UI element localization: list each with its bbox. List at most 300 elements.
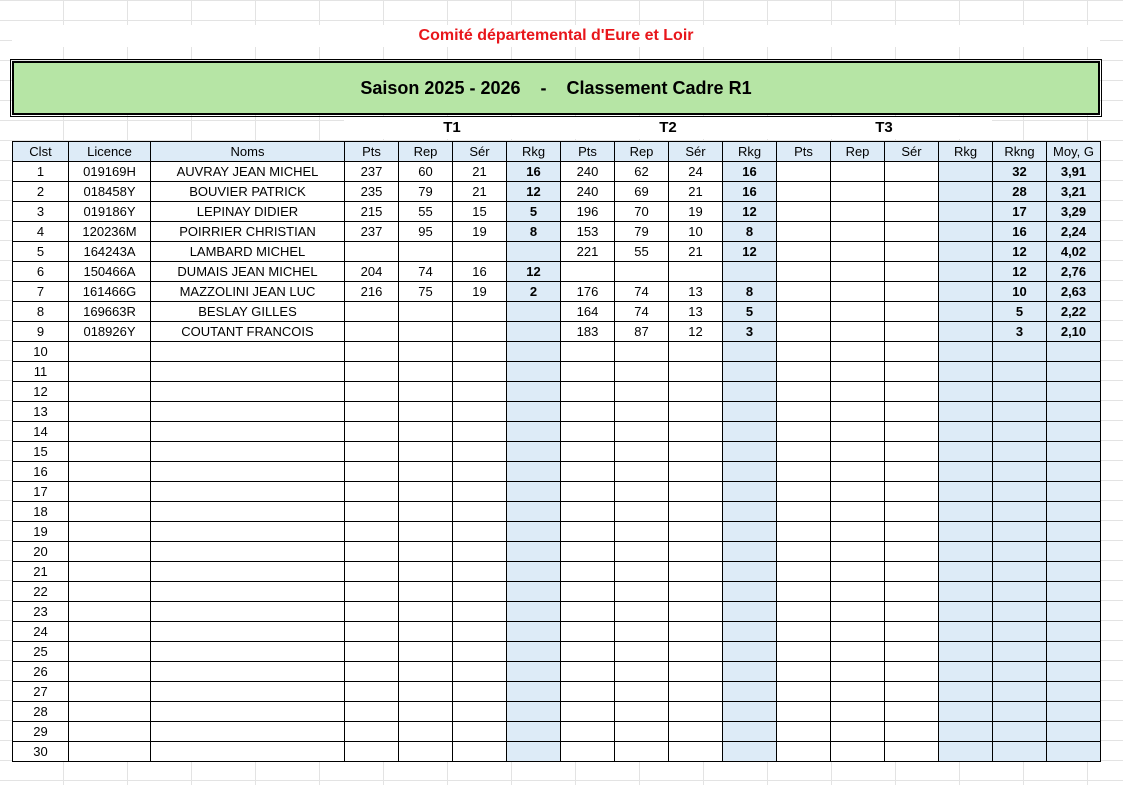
table-cell[interactable] [453, 662, 507, 682]
table-cell[interactable] [885, 542, 939, 562]
table-cell[interactable] [345, 482, 399, 502]
table-cell[interactable] [885, 322, 939, 342]
table-cell[interactable]: 3 [723, 322, 777, 342]
table-cell[interactable] [399, 722, 453, 742]
table-cell[interactable]: 183 [561, 322, 615, 342]
table-cell[interactable] [1047, 642, 1101, 662]
table-cell[interactable] [885, 662, 939, 682]
table-cell[interactable]: 13 [669, 282, 723, 302]
table-cell[interactable]: 74 [399, 262, 453, 282]
table-cell[interactable] [561, 622, 615, 642]
column-header[interactable]: Pts [561, 142, 615, 162]
table-cell[interactable] [723, 582, 777, 602]
table-cell[interactable]: 10 [993, 282, 1047, 302]
table-cell[interactable]: 20 [13, 542, 69, 562]
table-cell[interactable]: 164 [561, 302, 615, 322]
table-cell[interactable]: 12 [669, 322, 723, 342]
table-cell[interactable] [345, 342, 399, 362]
table-cell[interactable]: 79 [399, 182, 453, 202]
table-cell[interactable] [453, 722, 507, 742]
column-header[interactable]: Rep [831, 142, 885, 162]
table-cell[interactable]: 5 [723, 302, 777, 322]
table-cell[interactable] [1047, 602, 1101, 622]
table-cell[interactable] [561, 382, 615, 402]
table-cell[interactable]: 150466A [69, 262, 151, 282]
table-cell[interactable]: 161466G [69, 282, 151, 302]
table-cell[interactable]: 21 [669, 242, 723, 262]
table-cell[interactable] [453, 602, 507, 622]
table-cell[interactable] [885, 642, 939, 662]
table-cell[interactable] [615, 542, 669, 562]
table-cell[interactable] [561, 502, 615, 522]
table-cell[interactable]: 237 [345, 222, 399, 242]
table-cell[interactable] [507, 502, 561, 522]
table-cell[interactable] [615, 362, 669, 382]
table-cell[interactable] [561, 682, 615, 702]
table-cell[interactable]: 216 [345, 282, 399, 302]
table-cell[interactable] [345, 422, 399, 442]
table-cell[interactable]: 27 [13, 682, 69, 702]
table-cell[interactable] [669, 562, 723, 582]
table-cell[interactable] [669, 602, 723, 622]
table-cell[interactable] [453, 302, 507, 322]
table-cell[interactable]: 16 [723, 182, 777, 202]
table-cell[interactable] [151, 562, 345, 582]
table-cell[interactable] [831, 462, 885, 482]
table-cell[interactable]: MAZZOLINI JEAN LUC [151, 282, 345, 302]
table-cell[interactable]: 12 [723, 202, 777, 222]
table-cell[interactable]: 10 [13, 342, 69, 362]
table-cell[interactable] [723, 662, 777, 682]
table-cell[interactable] [1047, 562, 1101, 582]
table-cell[interactable] [69, 622, 151, 642]
table-cell[interactable] [669, 522, 723, 542]
table-cell[interactable] [939, 242, 993, 262]
table-cell[interactable] [507, 682, 561, 702]
table-cell[interactable] [453, 562, 507, 582]
table-cell[interactable] [399, 442, 453, 462]
table-cell[interactable] [345, 722, 399, 742]
table-cell[interactable] [831, 482, 885, 502]
table-cell[interactable] [885, 242, 939, 262]
table-cell[interactable] [993, 742, 1047, 762]
table-cell[interactable]: 62 [615, 162, 669, 182]
table-cell[interactable] [939, 742, 993, 762]
table-cell[interactable] [939, 642, 993, 662]
table-cell[interactable]: 7 [13, 282, 69, 302]
table-cell[interactable]: AUVRAY JEAN MICHEL [151, 162, 345, 182]
table-cell[interactable] [507, 322, 561, 342]
table-cell[interactable] [151, 462, 345, 482]
table-cell[interactable] [885, 282, 939, 302]
table-cell[interactable]: 12 [993, 242, 1047, 262]
table-cell[interactable] [669, 362, 723, 382]
table-cell[interactable] [151, 662, 345, 682]
table-cell[interactable]: 8 [13, 302, 69, 322]
table-cell[interactable] [885, 522, 939, 542]
table-cell[interactable] [615, 582, 669, 602]
table-cell[interactable] [69, 522, 151, 542]
table-cell[interactable] [885, 222, 939, 242]
table-cell[interactable] [1047, 462, 1101, 482]
table-cell[interactable] [453, 382, 507, 402]
table-cell[interactable] [939, 202, 993, 222]
table-cell[interactable] [69, 482, 151, 502]
table-cell[interactable] [831, 742, 885, 762]
table-cell[interactable] [1047, 622, 1101, 642]
table-cell[interactable] [399, 582, 453, 602]
table-cell[interactable] [777, 562, 831, 582]
table-cell[interactable] [831, 282, 885, 302]
column-header[interactable]: Rkng [993, 142, 1047, 162]
column-header[interactable]: Sér [669, 142, 723, 162]
table-cell[interactable] [69, 362, 151, 382]
table-cell[interactable] [777, 422, 831, 442]
table-cell[interactable] [69, 342, 151, 362]
table-cell[interactable]: 018926Y [69, 322, 151, 342]
table-cell[interactable] [939, 182, 993, 202]
table-cell[interactable] [1047, 702, 1101, 722]
table-cell[interactable] [399, 702, 453, 722]
table-cell[interactable]: 95 [399, 222, 453, 242]
table-cell[interactable]: 3 [13, 202, 69, 222]
table-cell[interactable]: 18 [13, 502, 69, 522]
table-cell[interactable] [507, 522, 561, 542]
table-cell[interactable] [669, 502, 723, 522]
table-cell[interactable] [777, 722, 831, 742]
table-cell[interactable]: 24 [669, 162, 723, 182]
table-cell[interactable] [69, 562, 151, 582]
table-cell[interactable] [399, 622, 453, 642]
table-cell[interactable] [939, 222, 993, 242]
table-cell[interactable] [669, 682, 723, 702]
table-cell[interactable]: 240 [561, 162, 615, 182]
table-cell[interactable] [669, 542, 723, 562]
table-cell[interactable]: 21 [13, 562, 69, 582]
table-cell[interactable] [69, 462, 151, 482]
table-cell[interactable] [777, 502, 831, 522]
table-cell[interactable] [777, 662, 831, 682]
table-cell[interactable] [777, 522, 831, 542]
table-cell[interactable] [885, 682, 939, 702]
table-cell[interactable]: 2,10 [1047, 322, 1101, 342]
table-cell[interactable]: POIRRIER CHRISTIAN [151, 222, 345, 242]
table-cell[interactable] [453, 362, 507, 382]
table-cell[interactable] [69, 742, 151, 762]
table-cell[interactable] [831, 542, 885, 562]
table-cell[interactable] [831, 422, 885, 442]
table-cell[interactable] [561, 602, 615, 622]
table-cell[interactable] [399, 602, 453, 622]
table-cell[interactable] [939, 422, 993, 442]
table-cell[interactable]: 204 [345, 262, 399, 282]
table-cell[interactable] [69, 422, 151, 442]
table-cell[interactable] [939, 162, 993, 182]
table-cell[interactable] [939, 702, 993, 722]
table-cell[interactable]: 16 [13, 462, 69, 482]
table-cell[interactable] [399, 482, 453, 502]
table-cell[interactable] [507, 422, 561, 442]
table-cell[interactable] [151, 642, 345, 662]
table-cell[interactable] [69, 722, 151, 742]
table-cell[interactable] [777, 322, 831, 342]
table-cell[interactable] [939, 562, 993, 582]
table-cell[interactable]: 2,63 [1047, 282, 1101, 302]
column-header[interactable]: Sér [453, 142, 507, 162]
table-cell[interactable] [507, 482, 561, 502]
table-cell[interactable] [453, 682, 507, 702]
table-cell[interactable] [723, 682, 777, 702]
table-cell[interactable] [885, 442, 939, 462]
table-cell[interactable] [777, 262, 831, 282]
table-cell[interactable]: 74 [615, 302, 669, 322]
table-cell[interactable]: 87 [615, 322, 669, 342]
table-cell[interactable] [453, 522, 507, 542]
table-cell[interactable] [723, 502, 777, 522]
table-cell[interactable] [151, 722, 345, 742]
table-cell[interactable]: 2 [507, 282, 561, 302]
table-cell[interactable] [453, 542, 507, 562]
table-cell[interactable] [885, 562, 939, 582]
table-cell[interactable] [151, 702, 345, 722]
table-cell[interactable]: 17 [993, 202, 1047, 222]
table-cell[interactable] [993, 522, 1047, 542]
table-cell[interactable] [69, 442, 151, 462]
table-cell[interactable] [507, 662, 561, 682]
table-cell[interactable] [993, 402, 1047, 422]
table-cell[interactable] [723, 362, 777, 382]
table-cell[interactable] [939, 542, 993, 562]
table-cell[interactable] [453, 742, 507, 762]
table-cell[interactable]: 237 [345, 162, 399, 182]
table-cell[interactable] [561, 262, 615, 282]
table-cell[interactable] [939, 262, 993, 282]
table-cell[interactable] [1047, 482, 1101, 502]
table-cell[interactable]: 32 [993, 162, 1047, 182]
table-cell[interactable] [885, 362, 939, 382]
table-cell[interactable] [615, 642, 669, 662]
table-cell[interactable] [615, 722, 669, 742]
table-cell[interactable] [151, 502, 345, 522]
table-cell[interactable]: 16 [993, 222, 1047, 242]
table-cell[interactable] [777, 162, 831, 182]
table-cell[interactable] [831, 382, 885, 402]
table-cell[interactable]: 169663R [69, 302, 151, 322]
table-cell[interactable] [669, 582, 723, 602]
table-cell[interactable] [993, 382, 1047, 402]
table-cell[interactable] [561, 642, 615, 662]
table-cell[interactable]: 4 [13, 222, 69, 242]
table-cell[interactable] [615, 622, 669, 642]
table-cell[interactable] [69, 582, 151, 602]
table-cell[interactable]: 120236M [69, 222, 151, 242]
table-cell[interactable] [993, 442, 1047, 462]
table-cell[interactable] [561, 402, 615, 422]
table-cell[interactable] [561, 742, 615, 762]
table-cell[interactable] [777, 382, 831, 402]
table-cell[interactable] [777, 402, 831, 422]
table-cell[interactable] [669, 442, 723, 462]
table-cell[interactable] [831, 342, 885, 362]
table-cell[interactable] [399, 462, 453, 482]
table-cell[interactable] [399, 382, 453, 402]
table-cell[interactable] [993, 422, 1047, 442]
table-cell[interactable]: 28 [993, 182, 1047, 202]
table-cell[interactable] [69, 642, 151, 662]
table-cell[interactable] [831, 522, 885, 542]
table-cell[interactable]: 176 [561, 282, 615, 302]
table-cell[interactable] [669, 702, 723, 722]
table-cell[interactable] [939, 602, 993, 622]
table-cell[interactable] [615, 702, 669, 722]
table-cell[interactable] [615, 342, 669, 362]
table-cell[interactable] [399, 742, 453, 762]
table-cell[interactable] [993, 622, 1047, 642]
table-cell[interactable]: 11 [13, 362, 69, 382]
table-cell[interactable] [151, 602, 345, 622]
table-cell[interactable] [561, 702, 615, 722]
table-cell[interactable] [723, 742, 777, 762]
table-cell[interactable] [151, 422, 345, 442]
table-cell[interactable]: BOUVIER PATRICK [151, 182, 345, 202]
table-cell[interactable] [939, 442, 993, 462]
table-cell[interactable] [399, 562, 453, 582]
table-cell[interactable] [669, 382, 723, 402]
table-cell[interactable] [777, 182, 831, 202]
table-cell[interactable] [939, 482, 993, 502]
table-cell[interactable]: 23 [13, 602, 69, 622]
table-cell[interactable] [669, 422, 723, 442]
table-cell[interactable]: COUTANT FRANCOIS [151, 322, 345, 342]
table-cell[interactable] [777, 702, 831, 722]
table-cell[interactable] [939, 282, 993, 302]
table-cell[interactable] [885, 702, 939, 722]
table-cell[interactable]: 6 [13, 262, 69, 282]
table-cell[interactable] [453, 442, 507, 462]
table-cell[interactable] [69, 682, 151, 702]
table-cell[interactable]: 2,22 [1047, 302, 1101, 322]
table-cell[interactable] [669, 642, 723, 662]
table-cell[interactable] [561, 662, 615, 682]
table-cell[interactable] [345, 702, 399, 722]
table-cell[interactable]: 26 [13, 662, 69, 682]
table-cell[interactable]: 4,02 [1047, 242, 1101, 262]
table-cell[interactable] [507, 402, 561, 422]
column-header[interactable]: Licence [69, 142, 151, 162]
table-cell[interactable] [399, 662, 453, 682]
table-cell[interactable] [561, 462, 615, 482]
table-cell[interactable] [885, 722, 939, 742]
table-cell[interactable] [723, 482, 777, 502]
table-cell[interactable] [399, 522, 453, 542]
table-cell[interactable] [399, 402, 453, 422]
table-cell[interactable] [993, 362, 1047, 382]
column-header[interactable]: Rep [615, 142, 669, 162]
table-cell[interactable]: 3,21 [1047, 182, 1101, 202]
table-cell[interactable] [1047, 402, 1101, 422]
table-cell[interactable] [885, 402, 939, 422]
table-cell[interactable] [831, 362, 885, 382]
table-cell[interactable] [151, 542, 345, 562]
table-cell[interactable] [885, 162, 939, 182]
table-cell[interactable]: 5 [507, 202, 561, 222]
table-cell[interactable] [453, 462, 507, 482]
table-cell[interactable]: 2,76 [1047, 262, 1101, 282]
table-cell[interactable] [723, 602, 777, 622]
table-cell[interactable]: LAMBARD MICHEL [151, 242, 345, 262]
table-cell[interactable] [669, 742, 723, 762]
table-cell[interactable] [345, 382, 399, 402]
table-cell[interactable] [885, 482, 939, 502]
table-cell[interactable] [939, 362, 993, 382]
table-cell[interactable] [507, 302, 561, 322]
table-cell[interactable]: 74 [615, 282, 669, 302]
table-cell[interactable]: 12 [507, 262, 561, 282]
table-cell[interactable]: 8 [507, 222, 561, 242]
table-cell[interactable]: 28 [13, 702, 69, 722]
table-cell[interactable] [777, 642, 831, 662]
table-cell[interactable] [399, 682, 453, 702]
table-cell[interactable]: 3,29 [1047, 202, 1101, 222]
table-cell[interactable] [831, 722, 885, 742]
table-cell[interactable] [345, 522, 399, 542]
table-cell[interactable]: 15 [13, 442, 69, 462]
column-header[interactable]: Rkg [723, 142, 777, 162]
table-cell[interactable] [831, 302, 885, 322]
table-cell[interactable]: 9 [13, 322, 69, 342]
table-cell[interactable] [151, 482, 345, 502]
table-cell[interactable] [777, 302, 831, 322]
table-cell[interactable] [777, 482, 831, 502]
table-cell[interactable] [939, 462, 993, 482]
table-cell[interactable] [993, 502, 1047, 522]
table-cell[interactable] [885, 422, 939, 442]
table-cell[interactable] [831, 502, 885, 522]
table-cell[interactable] [615, 422, 669, 442]
column-header[interactable]: Pts [345, 142, 399, 162]
table-cell[interactable] [399, 322, 453, 342]
table-cell[interactable] [615, 402, 669, 422]
table-cell[interactable] [151, 382, 345, 402]
table-cell[interactable] [1047, 722, 1101, 742]
table-cell[interactable] [615, 262, 669, 282]
table-cell[interactable] [507, 562, 561, 582]
table-cell[interactable] [345, 362, 399, 382]
table-cell[interactable] [507, 342, 561, 362]
table-cell[interactable] [993, 722, 1047, 742]
table-cell[interactable]: 019169H [69, 162, 151, 182]
table-cell[interactable]: 1 [13, 162, 69, 182]
table-cell[interactable] [399, 362, 453, 382]
table-cell[interactable] [723, 722, 777, 742]
table-cell[interactable] [831, 242, 885, 262]
table-cell[interactable] [453, 702, 507, 722]
table-cell[interactable] [831, 402, 885, 422]
table-cell[interactable] [1047, 502, 1101, 522]
table-cell[interactable] [345, 622, 399, 642]
table-cell[interactable] [777, 442, 831, 462]
table-cell[interactable] [399, 242, 453, 262]
table-cell[interactable] [831, 622, 885, 642]
table-cell[interactable] [885, 582, 939, 602]
table-cell[interactable] [993, 342, 1047, 362]
table-cell[interactable] [831, 442, 885, 462]
table-cell[interactable] [831, 662, 885, 682]
table-cell[interactable] [507, 602, 561, 622]
table-cell[interactable] [507, 742, 561, 762]
table-cell[interactable] [453, 322, 507, 342]
table-cell[interactable] [993, 602, 1047, 622]
